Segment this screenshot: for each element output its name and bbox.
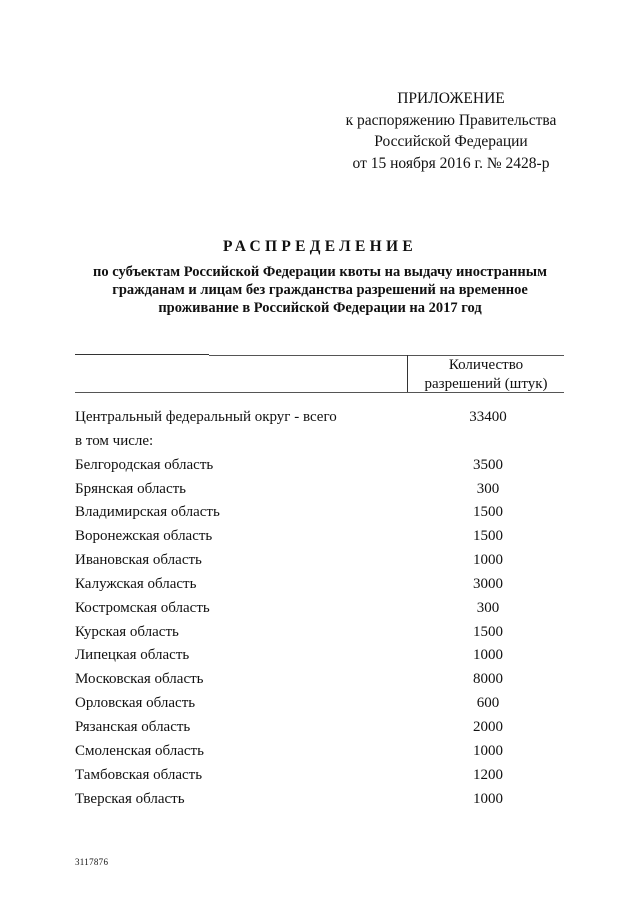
document-number: 3117876 bbox=[75, 857, 109, 867]
region-name: Калужская область bbox=[75, 575, 197, 592]
document-subtitle bbox=[60, 263, 580, 317]
quota-value: 1500 bbox=[473, 528, 503, 545]
table-row bbox=[0, 667, 640, 691]
table-body bbox=[0, 405, 640, 810]
quota-value: 2000 bbox=[473, 718, 503, 735]
table-row bbox=[0, 500, 640, 524]
table-row bbox=[0, 620, 640, 644]
quota-value: 1200 bbox=[473, 766, 503, 783]
region-name: Белгородская область bbox=[75, 456, 214, 473]
quota-value: 33400 bbox=[469, 409, 507, 425]
region-name: Центральный федеральный округ - всего bbox=[75, 409, 337, 425]
appendix-reference: к распоряжению Правительства bbox=[345, 111, 557, 129]
table-top-rule-left bbox=[75, 354, 209, 355]
table-row bbox=[0, 715, 640, 739]
quota-value: 1000 bbox=[473, 647, 503, 664]
document-title: РАСПРЕДЕЛЕНИЕ bbox=[223, 238, 417, 255]
table-row bbox=[0, 524, 640, 548]
quota-value: 3000 bbox=[473, 575, 503, 592]
appendix-issuer: Российской Федерации bbox=[374, 133, 528, 150]
quota-value: 8000 bbox=[473, 671, 503, 688]
quota-value: 300 bbox=[476, 480, 500, 497]
table-row bbox=[0, 405, 640, 429]
table-row bbox=[0, 429, 640, 453]
subtitle-line-1: по субъектам Российской Федерации квоты на выдачу иностранным bbox=[93, 264, 547, 280]
appendix-block bbox=[320, 88, 582, 174]
table-row bbox=[0, 453, 640, 477]
column-header-quantity bbox=[408, 356, 564, 393]
quota-value: 1500 bbox=[473, 504, 503, 521]
table-row bbox=[0, 572, 640, 596]
subtitle-line-3: проживание в Российской Федерации на 2017 год bbox=[158, 300, 482, 316]
appendix-heading: ПРИЛОЖЕНИЕ bbox=[397, 90, 505, 107]
region-name: Орловская область bbox=[75, 695, 196, 712]
region-name: Смоленская область bbox=[75, 742, 204, 759]
region-name: в том числе: bbox=[75, 432, 154, 449]
region-name: Тверская область bbox=[75, 790, 185, 807]
table-row bbox=[0, 596, 640, 620]
region-name: Владимирская область bbox=[75, 504, 220, 521]
table-row bbox=[0, 787, 640, 811]
table-row bbox=[0, 691, 640, 715]
table-row bbox=[0, 477, 640, 501]
quota-value: 1000 bbox=[473, 552, 503, 569]
region-name: Липецкая область bbox=[75, 647, 190, 664]
quota-value: 300 bbox=[476, 599, 500, 616]
region-name: Костромская область bbox=[75, 599, 210, 616]
table-row bbox=[0, 643, 640, 667]
column-header-line-2: разрешений (штук) bbox=[424, 375, 548, 392]
quota-value: 1500 bbox=[473, 623, 503, 640]
region-name: Брянская область bbox=[75, 480, 187, 497]
subtitle-line-2: гражданам и лицам без гражданства разрешений на временное bbox=[112, 282, 528, 298]
region-name: Тамбовская область bbox=[75, 766, 203, 783]
table-row bbox=[0, 548, 640, 572]
region-name: Воронежская область bbox=[75, 528, 213, 545]
quota-value: 1000 bbox=[473, 742, 503, 759]
table-row bbox=[0, 763, 640, 787]
quota-value: 3500 bbox=[473, 456, 503, 473]
quota-value: 600 bbox=[476, 695, 500, 712]
table-row bbox=[0, 739, 640, 763]
quota-value: 1000 bbox=[473, 790, 503, 807]
appendix-date-number: от 15 ноября 2016 г. № 2428-р bbox=[352, 154, 550, 172]
region-name: Курская область bbox=[75, 623, 179, 640]
region-name: Ивановская область bbox=[75, 552, 202, 569]
region-name: Московская область bbox=[75, 671, 204, 688]
region-name: Рязанская область bbox=[75, 718, 191, 735]
column-header-line-1: Количество bbox=[448, 357, 524, 373]
